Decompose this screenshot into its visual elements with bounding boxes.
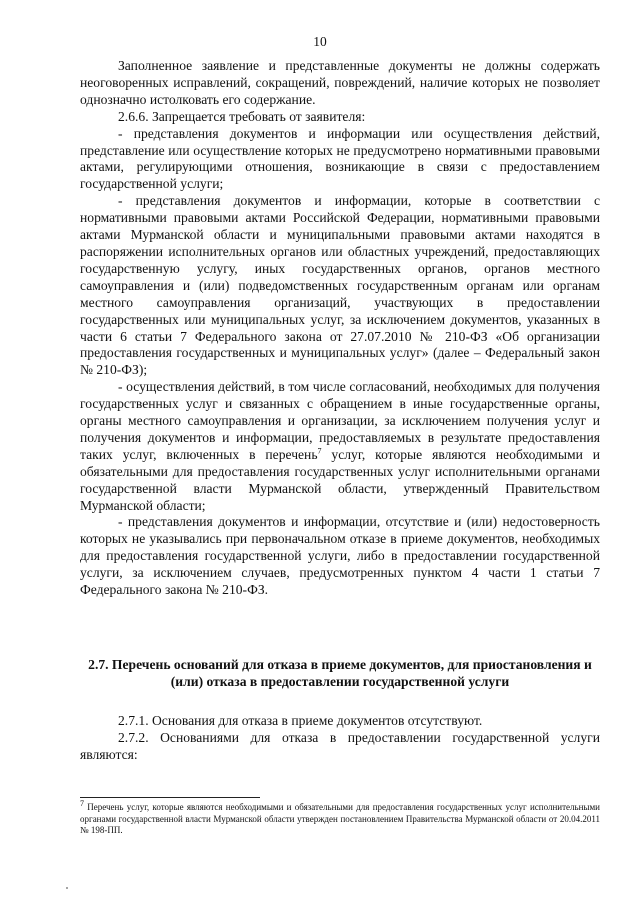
footnote-divider: [80, 797, 260, 798]
paragraph-text: - осуществления действий, в том числе согласований, необходимых для получения государственных услуг и связанных с обращением в иные государственные органы, органы местного самоуправления и организации, за исключением получения услуг и получения документов и информации, предоставляемых в результате предоставления таких услуг, включенных в перечень: [80, 379, 600, 462]
paragraph: - представления документов и информации, отсутствие и (или) недостоверность которых не указывались при первоначальном отказе в приеме документов, необходимых для предоставления государственной услуги, либо в предоставлении государственной услуги, за исключением случаев, предусмотренных пунктом 4 части 1 статьи 7 Федерального закона № 210-ФЗ.: [80, 514, 600, 598]
paragraph: - представления документов и информации, которые в соответствии с нормативными правовыми актами Российской Федерации, нормативными правовыми актами Мурманской области и муниципальными правовыми актами находятся в распоряжении исполнительных органов или областных учреждений, предоставляющих государственную услугу, иных государственных органов, органов местного самоуправления и (или) подведомственных государственным органам или органам местного самоуправления организаций, участвующих в предоставлении государственных или муниципальных услуг, за исключением документов, указанных в части 6 статьи 7 Федерального закона от 27.07.2010 № 210-ФЗ «Об организации предоставления государственных и муниципальных услуг» (далее – Федеральный закон № 210-ФЗ);: [80, 193, 600, 378]
footnote: [80, 799, 600, 837]
paragraph: Заполненное заявление и представленные документы не должны содержать неоговоренных исправлений, сокращений, повреждений, наличие которых не позволяет однозначно истолковать его содержание.: [80, 58, 600, 107]
paragraph: 2.7.2. Основаниями для отказа в предоставлении государственной услуги являются:: [80, 730, 600, 762]
page-number: 10: [313, 34, 327, 49]
body-text: [80, 58, 600, 599]
scan-artifact: [66, 887, 68, 889]
paragraph: - представления документов и информации или осуществления действий, представление или осуществление которых не предусмотрено нормативными правовыми актами, регулирующими отношения, возникающие в связи с предоставлением государственной услуги;: [80, 125, 600, 192]
section-body: [80, 712, 600, 763]
paragraph: 2.6.6. Запрещается требовать от заявителя:: [118, 108, 366, 124]
footnote-reference: 7: [317, 446, 322, 456]
footnote-text: Перечень услуг, которые являются необходимыми и обязательными для предоставления государственных услуг исполнительными органами государственной власти Мурманской области утвержден постановлением Правительства Мурманской области от 20.04.2011 № 198-ПП.: [80, 802, 600, 835]
section-heading: 2.7. Перечень оснований для отказа в приеме документов, для приостановления и (или) отказа в предоставлении государственной услуги: [88, 657, 592, 689]
paragraph: 2.7.1. Основания для отказа в приеме документов отсутствуют.: [118, 713, 483, 728]
paragraph-with-footnote: [80, 379, 600, 514]
paragraph-text: услуг, которые являются необходимыми и обязательными для предоставления государственных услуг исполнительными органами государственной власти Мурманской области, утвержденный Правительством Мурманской области;: [80, 446, 601, 513]
footnote-number: 7: [80, 799, 84, 808]
